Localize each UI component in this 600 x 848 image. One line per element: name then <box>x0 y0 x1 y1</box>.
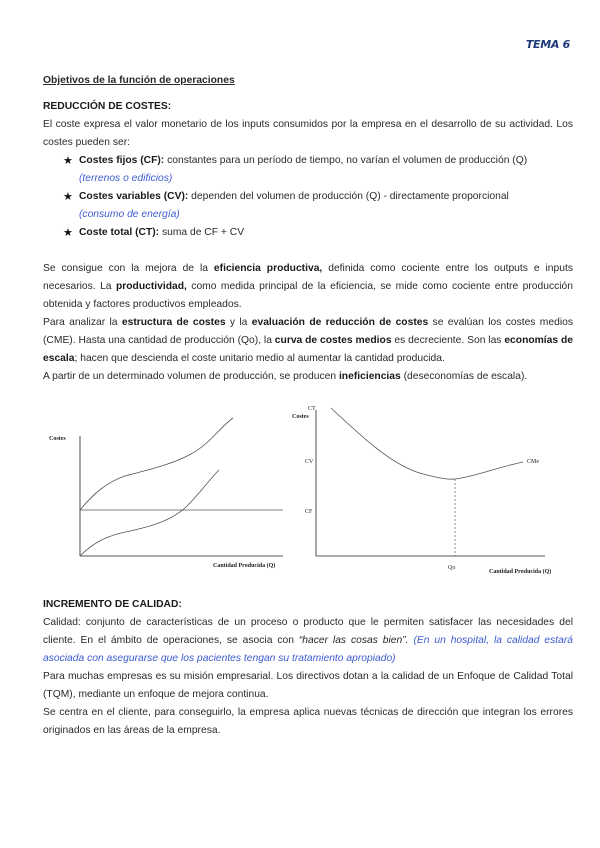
paragraph-eficiencia: Se consigue con la mejora de la eficiencia productiva, definida como cociente entre los outputs e inputs necesarios. La productividad, como medida principal de la eficiencia, se mide como cociente entre producción obtenida y factores productivos empleados. <box>43 263 573 310</box>
cost-list <box>43 152 573 242</box>
cost-charts-svg <box>43 398 573 583</box>
paragraph-tqm: Para muchas empresas es su misión empresarial. Los directivos dotan a la calidad de un Enfoque de Calidad Total (TQM), mediante un enfoque de mejora continua. <box>43 671 573 700</box>
series-cv-line <box>80 470 219 556</box>
chart-total-costs <box>49 418 283 569</box>
section-title: Objetivos de la función de operaciones <box>43 75 235 86</box>
series-ct-line <box>80 418 233 510</box>
star-icon: ★ <box>63 227 73 239</box>
qo-tick-label: Qo <box>448 565 456 571</box>
cme-label: CMe <box>527 459 539 465</box>
section-incremento-calidad <box>43 596 573 740</box>
paragraph-costes-medios: Para analizar la estructura de costes y la evaluación de reducción de costes se evalúan los costes medios (CME). Hasta una cantidad de producción (Qo), la curva de costes medios es decreciente. Son las economías de escala; hacen que descienda el coste unitario medio al aumentar la cantidad producida. <box>43 317 573 364</box>
paragraph-ineficiencias: A partir de un determinado volumen de producción, se producen ineficiencias (deseconomías de escala). <box>43 371 528 382</box>
list-item: ★ Costes fijos (CF): constantes para un período de tiempo, no varían el volumen de producción (Q) (terrenos o edificios) <box>63 152 573 188</box>
paragraph-cliente: Se centra en el cliente, para conseguirlo, la empresa aplica nuevas técnicas de dirección que integran los errores originados en las áreas de la empresa. <box>43 707 573 736</box>
y-axis-label: Costes <box>49 436 66 442</box>
chart-average-costs <box>292 406 551 575</box>
x-axis-label: Cantidad Producida (Q) <box>213 563 276 569</box>
list-item: ★ Coste total (CT): suma de CF + CV <box>63 224 573 242</box>
cv-label: CV <box>305 459 314 465</box>
section-reduccion-costes <box>43 72 573 386</box>
cost-charts <box>43 398 573 583</box>
page-tema-label: TEMA 6 <box>525 38 570 51</box>
heading-reduccion: REDUCCIÓN DE COSTES: <box>43 101 172 112</box>
heading-calidad: INCREMENTO DE CALIDAD: <box>43 599 182 610</box>
paragraph-calidad: Calidad: conjunto de características de un proceso o producto que le permiten satisfacer las necesidades del cliente. En el ámbito de operaciones, se asocia con “hacer las cosas bien”. (En un hospital, la calidad estará asociada con asegurarse que los pacientes tengan su tratamiento apropiado) <box>43 617 573 664</box>
intro-paragraph: El coste expresa el valor monetario de los inputs consumidos por la empresa en el desarrollo de su actividad. Los costes pueden ser: <box>43 119 573 148</box>
star-icon: ★ <box>63 191 73 203</box>
list-item: ★ Costes variables (CV): dependen del volumen de producción (Q) - directamente proporcional (consumo de energía) <box>63 188 573 224</box>
cf-label: CF <box>305 509 313 515</box>
x-axis-label: Cantidad Producida (Q) <box>489 569 552 575</box>
y-axis-label: Costes <box>292 414 309 420</box>
ct-label: CT <box>308 406 316 412</box>
star-icon: ★ <box>63 155 73 167</box>
series-cme-curve <box>331 408 523 479</box>
